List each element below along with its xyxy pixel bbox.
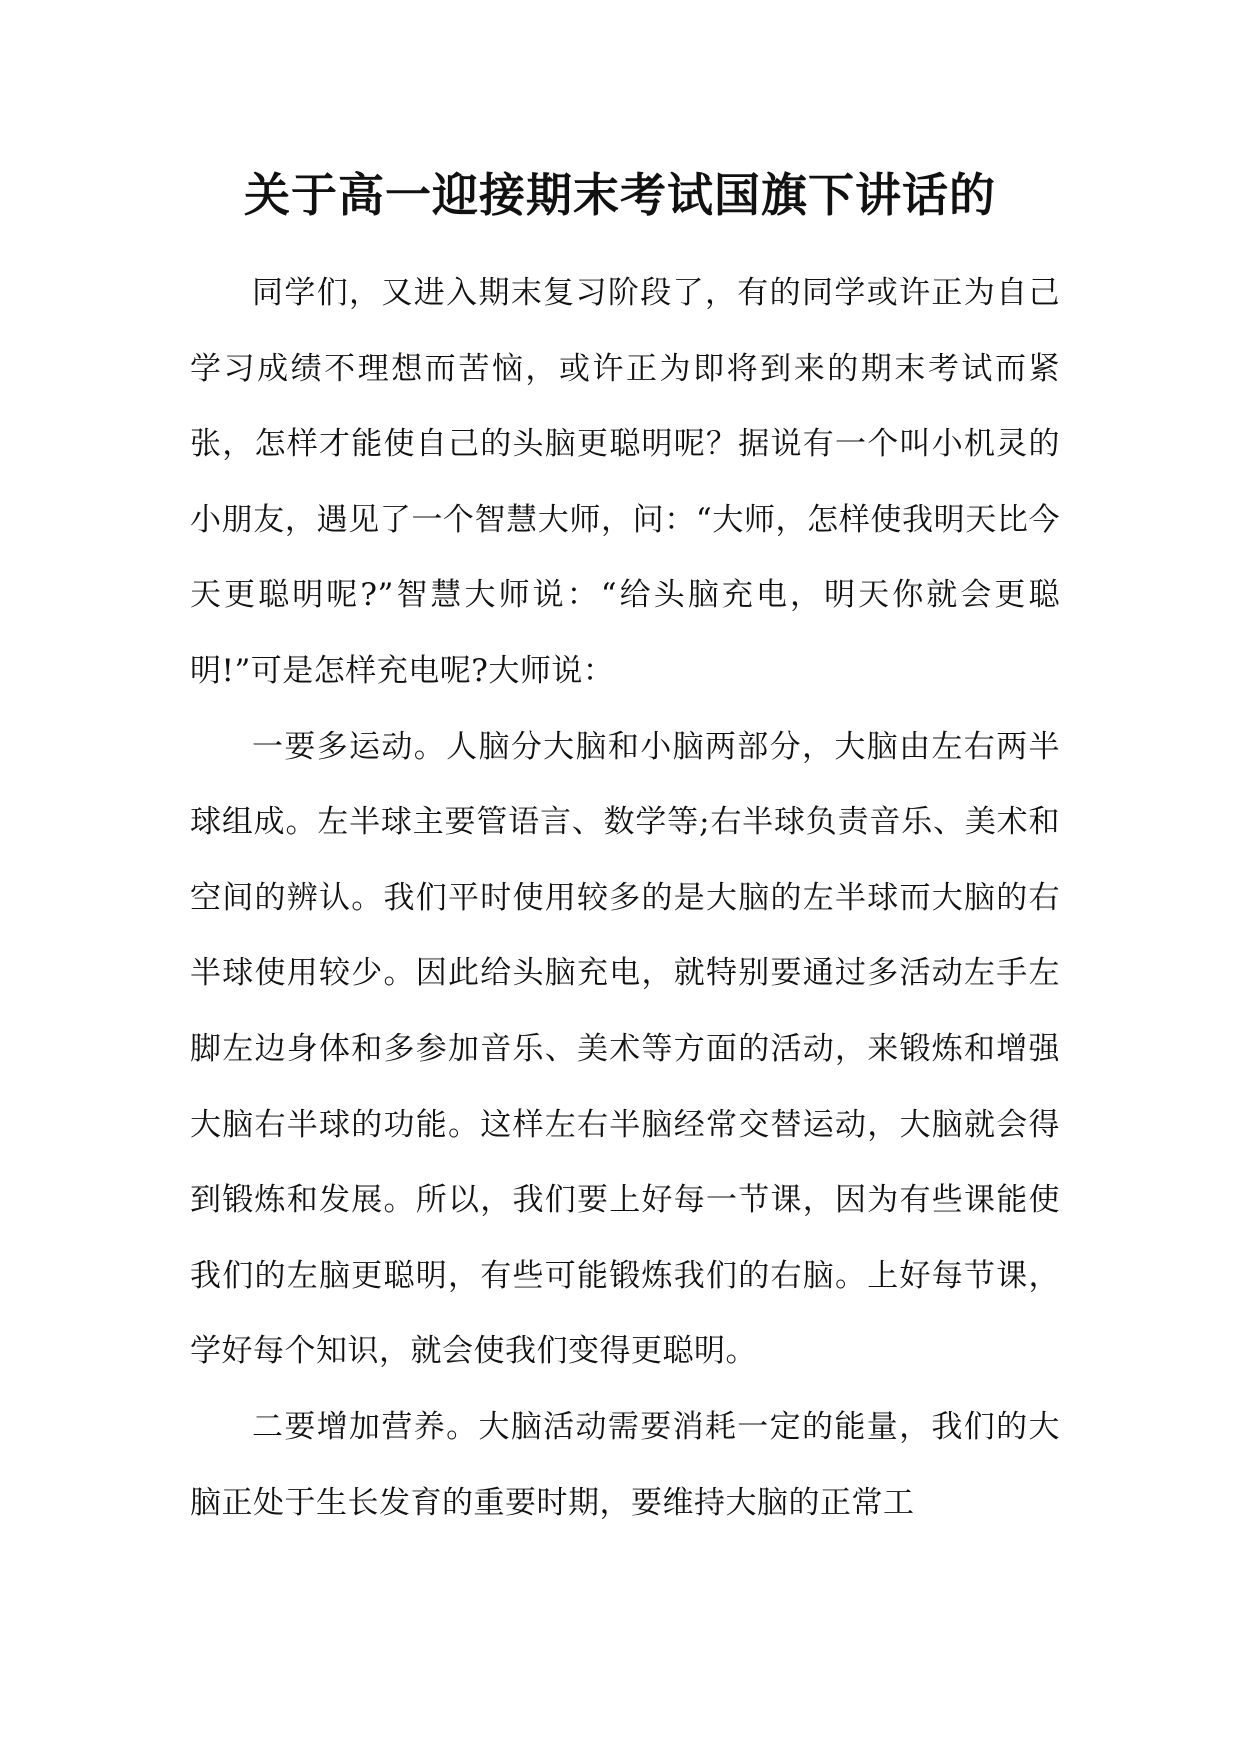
document-body (190, 256, 1060, 1541)
paragraph-exercise: 一要多运动。人脑分大脑和小脑两部分，大脑由左右两半球组成。左半球主要管语言、数学等;右半球负责音乐、美术和空间的辨认。我们平时使用较多的是大脑的左半球而大脑的右半球使用较少。因此给头脑充电，就特别要通过多活动左手左脚左边身体和多参加音乐、美术等方面的活动，来锻炼和增强大脑右半球的功能。这样左右半脑经常交替运动，大脑就会得到锻炼和发展。所以，我们要上好每一节课，因为有些课能使我们的左脑更聪明，有些可能锻炼我们的右脑。上好每节课，学好每个知识，就会使我们变得更聪明。 (190, 728, 1060, 1370)
paragraph-intro: 同学们，又进入期末复习阶段了，有的同学或许正为自己学习成绩不理想而苦恼，或许正为即将到来的期末考试而紧张，怎样才能使自己的头脑更聪明呢？据说有一个叫小机灵的小朋友，遇见了一个智慧大师，问：“大师，怎样使我明天比今天更聪明呢?”智慧大师说：“给头脑充电，明天你就会更聪明!”可是怎样充电呢?大师说： (190, 275, 1060, 689)
document-title: 关于高一迎接期末考试国旗下讲话的 (244, 168, 996, 222)
paragraph-nutrition: 二要增加营养。大脑活动需要消耗一定的能量，我们的大脑正处于生长发育的重要时期，要维持大脑的正常工 (190, 1408, 1060, 1521)
